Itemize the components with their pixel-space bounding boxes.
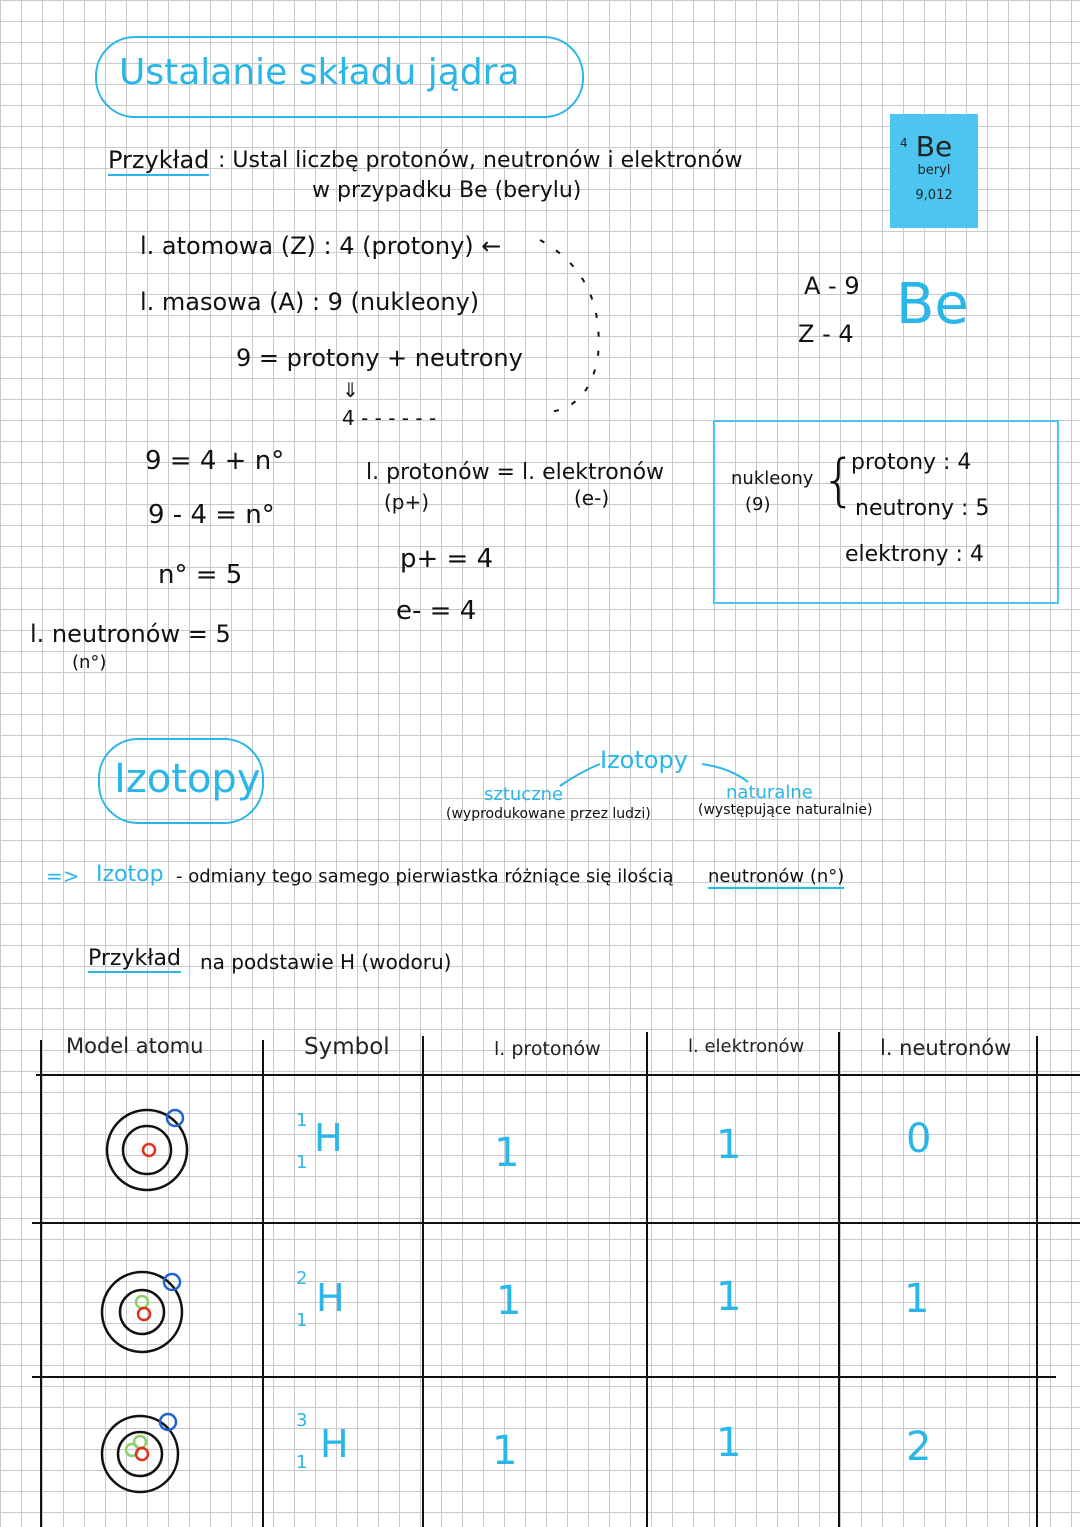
electrons-cell: 1 bbox=[716, 1274, 742, 1320]
mass-number-line: l. masowa (A) : 9 (nukleony) bbox=[140, 288, 480, 316]
protons-cell: 1 bbox=[494, 1130, 520, 1176]
mass-number: 1 bbox=[296, 1110, 308, 1131]
protons-cell: 1 bbox=[492, 1428, 518, 1474]
tile-symbol: Be bbox=[915, 130, 953, 163]
header-protons: l. protonów bbox=[494, 1038, 601, 1060]
element-symbol: H bbox=[320, 1422, 349, 1466]
atom-model-deuterium bbox=[96, 1264, 192, 1360]
izotopy-cloud bbox=[98, 738, 264, 824]
mass-number: 3 bbox=[296, 1410, 308, 1431]
neutrons-result: l. neutronów = 5 bbox=[30, 620, 231, 648]
nucleon-equation: 9 = protony + neutrony bbox=[236, 344, 523, 372]
protons-cell: 1 bbox=[496, 1278, 522, 1324]
neutrons-cell: 1 bbox=[904, 1276, 930, 1322]
tree-root: Izotopy bbox=[600, 746, 688, 774]
atomic-number: 1 bbox=[296, 1310, 308, 1331]
neutrons-cell: 2 bbox=[906, 1424, 932, 1470]
summary-protony: protony : 4 bbox=[851, 450, 972, 475]
atomic-notation: Z - 4 bbox=[798, 320, 854, 348]
tile-mass: 9,012 bbox=[915, 188, 953, 203]
mass-notation: A - 9 bbox=[804, 272, 860, 300]
tile-atomic-number: 4 bbox=[900, 136, 908, 150]
protons-equal: p+ = 4 bbox=[400, 544, 494, 574]
atom-model-protium bbox=[100, 1102, 196, 1198]
summary-neutrony: neutrony : 5 bbox=[855, 496, 990, 521]
header-electrons: l. elektronów bbox=[688, 1036, 805, 1057]
branch-natural-note: (występujące naturalnie) bbox=[698, 802, 873, 818]
header-symbol: Symbol bbox=[304, 1034, 390, 1060]
proton-count-dashed: 4 - - - - - - bbox=[342, 406, 437, 430]
header-neutrons: l. neutronów bbox=[880, 1036, 1012, 1060]
example2-label: Przykład bbox=[88, 946, 181, 971]
summary-box bbox=[713, 420, 1059, 604]
header-model: Model atomu bbox=[66, 1034, 204, 1058]
rule-protons-electrons: l. protonów = l. elektronów bbox=[366, 460, 665, 485]
table-col-line-1 bbox=[262, 1040, 264, 1527]
neutrons-symbol: (n°) bbox=[72, 652, 107, 673]
electrons-cell: 1 bbox=[716, 1420, 742, 1466]
section2-title: Izotopy bbox=[114, 756, 261, 802]
definition-arrow: => bbox=[46, 864, 80, 888]
calc-line-3: n° = 5 bbox=[158, 560, 243, 590]
dashed-loop-arrow bbox=[520, 236, 610, 420]
example-line2: w przypadku Be (berylu) bbox=[312, 178, 582, 203]
down-arrow-icon: ⇓ bbox=[342, 378, 359, 402]
table-col-line-3 bbox=[646, 1032, 648, 1527]
element-symbol: H bbox=[316, 1276, 345, 1320]
big-element-symbol: Be bbox=[896, 272, 969, 337]
neutrons-cell: 0 bbox=[906, 1116, 932, 1162]
element-symbol: H bbox=[314, 1116, 343, 1160]
example-label: Przykład bbox=[108, 146, 210, 174]
element-tile bbox=[890, 114, 978, 228]
mass-number: 2 bbox=[296, 1268, 308, 1289]
example-line1: : Ustal liczbę protonów, neutronów i elektronów bbox=[218, 148, 743, 173]
summary-elektrony: elektrony : 4 bbox=[845, 542, 984, 567]
rule-e-symbol: (e-) bbox=[574, 486, 610, 510]
atomic-number: 1 bbox=[296, 1152, 308, 1173]
definition-text: - odmiany tego samego pierwiastka różniące się ilością bbox=[176, 866, 674, 887]
branch-natural: naturalne bbox=[726, 782, 813, 803]
electrons-equal: e- = 4 bbox=[396, 596, 477, 626]
calc-line-2: 9 - 4 = n° bbox=[148, 500, 275, 530]
table-col-line-2 bbox=[422, 1036, 424, 1527]
example2-rest: na podstawie H (wodoru) bbox=[200, 950, 452, 974]
rule-p-symbol: (p+) bbox=[384, 490, 430, 514]
table-header-line bbox=[36, 1074, 1080, 1076]
table-col-line-0 bbox=[40, 1040, 42, 1527]
section1-title: Ustalanie składu jądra bbox=[119, 52, 520, 93]
tile-name: beryl bbox=[917, 163, 951, 178]
table-row-line-1 bbox=[32, 1222, 1080, 1224]
atomic-number-line: l. atomowa (Z) : 4 (protony) ← bbox=[140, 232, 502, 260]
calc-line-1: 9 = 4 + n° bbox=[145, 446, 285, 476]
table-col-line-5 bbox=[1036, 1036, 1038, 1527]
branch-artificial-note: (wyprodukowane przez ludzi) bbox=[446, 806, 651, 822]
definition-term: Izotop bbox=[96, 862, 164, 887]
table-row-line-2 bbox=[32, 1376, 1056, 1378]
curly-brace-icon: { bbox=[821, 448, 857, 513]
title-cloud bbox=[95, 36, 584, 118]
summary-nukleony-count: (9) bbox=[745, 494, 771, 515]
atom-model-tritium bbox=[94, 1408, 190, 1504]
branch-artificial: sztuczne bbox=[484, 784, 564, 805]
summary-nukleony: nukleony bbox=[731, 468, 814, 489]
definition-highlight: neutronów (n°) bbox=[708, 866, 845, 887]
electrons-cell: 1 bbox=[716, 1122, 742, 1168]
table-col-line-4 bbox=[838, 1032, 840, 1527]
atomic-number: 1 bbox=[296, 1452, 308, 1473]
